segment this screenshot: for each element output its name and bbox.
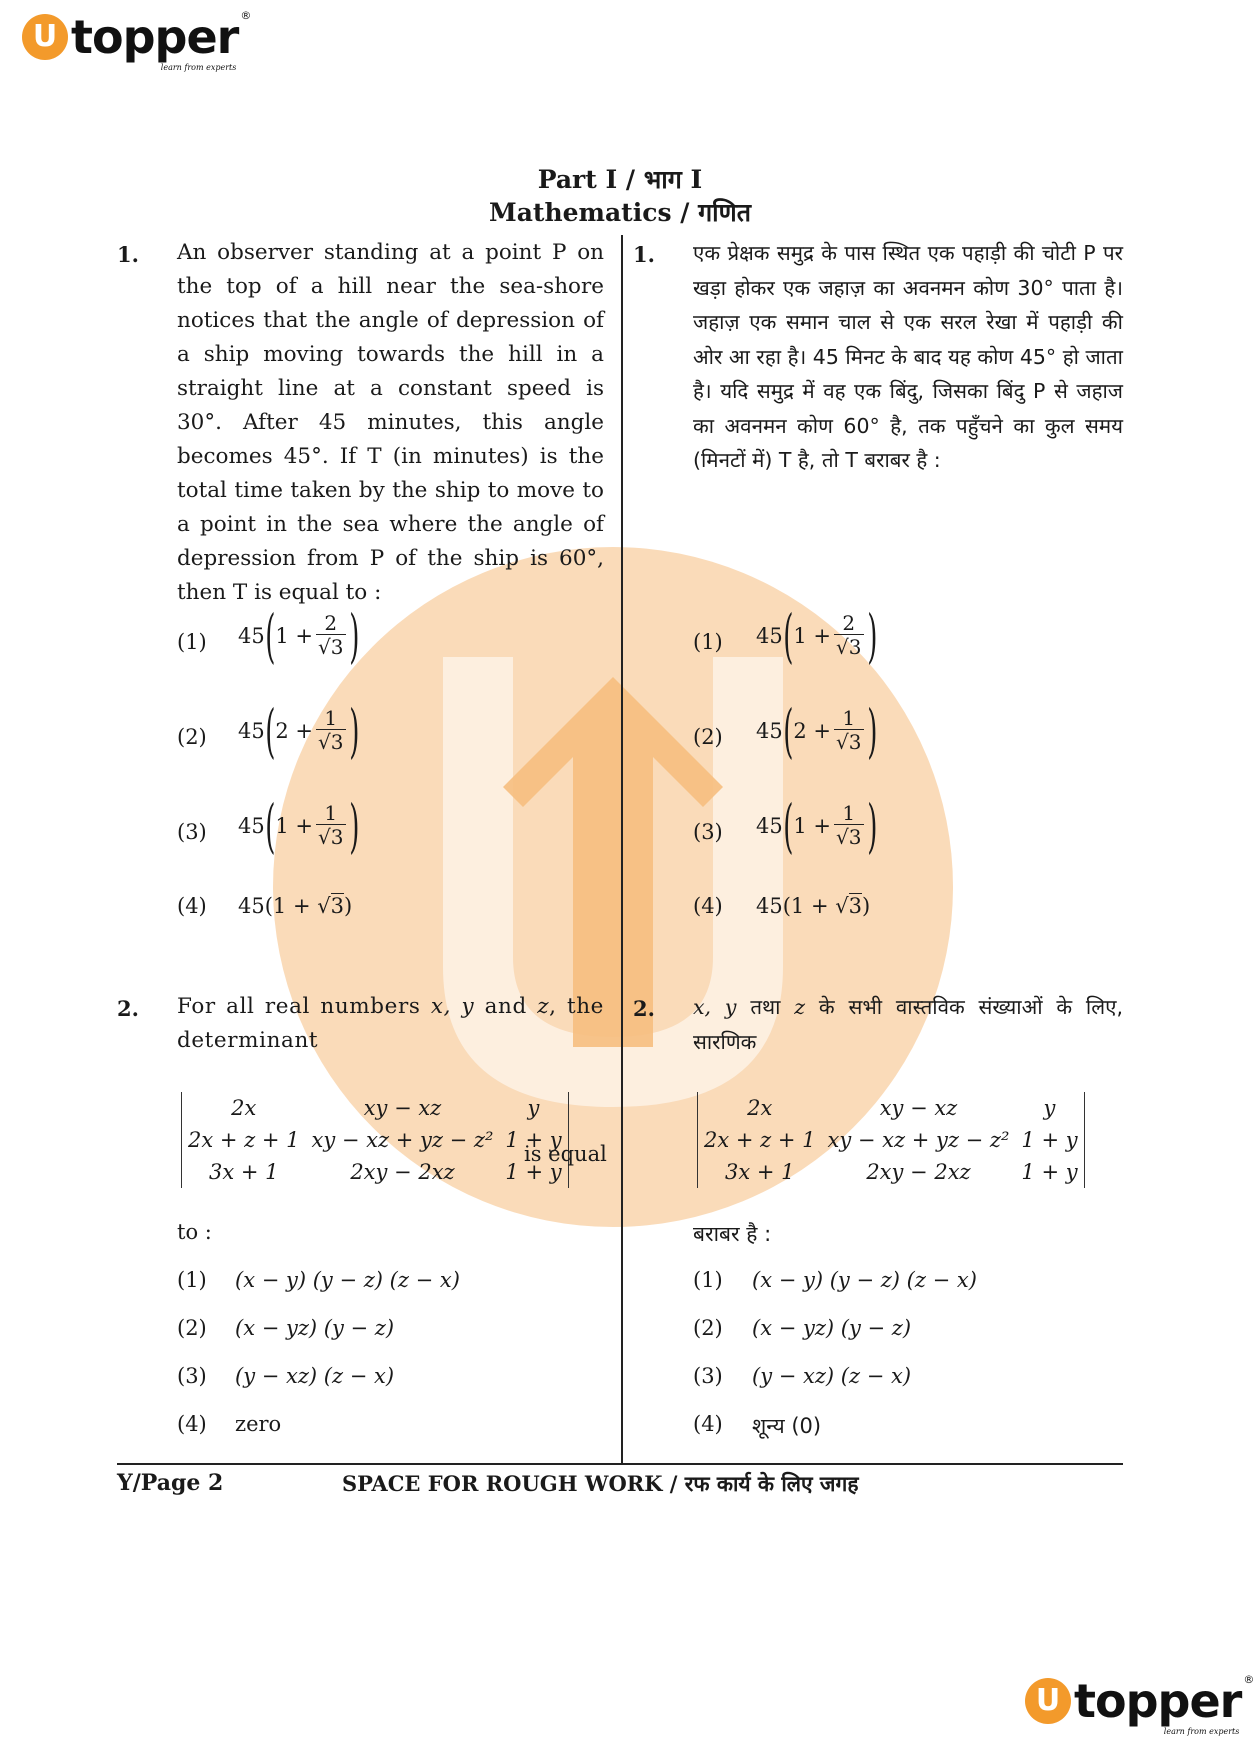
det-cell: xy − xz xyxy=(879,1096,958,1120)
q2-opt2-text-hi: (x − yz) (y − z) xyxy=(752,1316,912,1340)
q2-text-en: For all real numbers x, y and z, the determinant xyxy=(177,994,604,1053)
q1-opt4-label-hi: (4) xyxy=(693,894,723,918)
q1-opt1-expr-hi: 45 ( 1 + $\frac{2}{√3}$ ) xyxy=(756,602,877,670)
det-cell: xy − xz + yz − z² xyxy=(827,1128,1010,1152)
brand-logo-top xyxy=(22,9,251,72)
part-heading: Part I / भाग I xyxy=(537,165,703,194)
q1-number-hi: 1. xyxy=(633,242,655,267)
det-cell: 1 + y xyxy=(505,1128,562,1152)
det-cell: 2x + z + 1 xyxy=(704,1128,816,1152)
q1-text-en: An observer standing at a point P on the top of a hill near the sea-shore notices that the angle of depression of a ship moving towards the hill in a straight line at a constant speed is 30°. After 45 minutes, this angle becomes 45°. If T (in minutes) is the total time taken by the ship to move to a point in the sea where the angle of depression from P of the ship is 60°, then T is equal to : xyxy=(177,240,604,605)
q2-opt4-text-en: zero xyxy=(235,1412,282,1436)
q1-opt1-expr-en: 45 ( 1 + $\frac{2}{√3}$ ) xyxy=(238,602,359,670)
det-cell: xy − xz xyxy=(363,1096,442,1120)
rough-work-note: SPACE FOR ROUGH WORK / रफ कार्य के लिए जगह xyxy=(342,1471,859,1496)
q1-opt1-label-hi: (1) xyxy=(693,630,723,654)
page-number: Y/Page 2 xyxy=(117,1470,224,1496)
q2-opt4-label-en: (4) xyxy=(177,1412,207,1436)
q1-opt4-expr-en: 45(1 + √3) xyxy=(238,894,353,918)
q1-opt3-label-hi: (3) xyxy=(693,820,723,844)
q2-opt1-text-en: (x − y) (y − z) (z − x) xyxy=(235,1268,460,1292)
q1-opt3-expr-hi: 45 ( 1 + $\frac{1}{√3}$ ) xyxy=(756,792,877,860)
q1-opt2-label-en: (2) xyxy=(177,725,207,749)
q1-opt2-expr-hi: 45 ( 2 + $\frac{1}{√3}$ ) xyxy=(756,697,877,765)
q2-opt4-label-hi: (4) xyxy=(693,1412,723,1436)
q2-opt1-text-hi: (x − y) (y − z) (z − x) xyxy=(752,1268,977,1292)
q2-number-hi: 2. xyxy=(633,996,655,1021)
det-cell: 3x + 1 xyxy=(725,1160,795,1184)
logo-wordmark: topper xyxy=(1074,1674,1242,1728)
logo-tagline: learn from experts xyxy=(160,63,237,72)
q1-number-en: 1. xyxy=(117,242,139,267)
det-cell: 2x xyxy=(231,1096,257,1120)
q1-opt3-expr-en: 45 ( 1 + $\frac{1}{√3}$ ) xyxy=(238,792,359,860)
det-cell: 2xy − 2xz xyxy=(350,1160,455,1184)
q1-opt1-label-en: (1) xyxy=(177,630,207,654)
logo-registered-mark: ® xyxy=(1243,1673,1253,1686)
q1-text-hi: एक प्रेक्षक समुद्र के पास स्थित एक पहाड़ी की चोटी P पर खड़ा होकर एक जहाज़ का अवनमन कोण 30° पाता है। जहाज़ एक समान चाल से एक सरल रेखा में पहाड़ी की ओर आ रहा है। 45 मिनट के बाद यह कोण 45° हो जाता है। यदि समुद्र में वह एक बिंदु, जिसका बिंदु P से जहाज का अवनमन कोण 60° है, तक पहुँचने का कुल समय (मिनटों में) T है, तो T बराबर है : xyxy=(693,241,1123,472)
q1-opt2-label-hi: (2) xyxy=(693,725,723,749)
det-cell: 1 + y xyxy=(505,1160,562,1184)
logo-u-icon: U xyxy=(1025,1678,1071,1724)
determinant-en xyxy=(181,1092,569,1188)
footer-rule xyxy=(117,1463,1123,1465)
det-cell: y xyxy=(1043,1096,1056,1120)
q2-to-hi: बराबर है : xyxy=(693,1222,772,1246)
logo-wordmark: topper xyxy=(71,10,239,64)
q1-opt4-expr-hi: 45(1 + √3) xyxy=(756,894,871,918)
q2-text-hi: x, y तथा z के सभी वास्तविक संख्याओं के लिए, सारणिक xyxy=(693,995,1123,1054)
q2-to-en: to : xyxy=(177,1220,212,1244)
q2-opt2-label-en: (2) xyxy=(177,1316,207,1340)
det-cell: 3x + 1 xyxy=(209,1160,279,1184)
q2-number-en: 2. xyxy=(117,996,139,1021)
determinant-hi xyxy=(697,1092,1085,1188)
det-cell: 1 + y xyxy=(1021,1160,1078,1184)
q2-opt4-text-hi: शून्य (0) xyxy=(752,1414,822,1438)
q2-opt1-label-hi: (1) xyxy=(693,1268,723,1292)
q2-opt3-label-en: (3) xyxy=(177,1364,207,1388)
det-cell: 2xy − 2xz xyxy=(866,1160,971,1184)
q2-opt2-label-hi: (2) xyxy=(693,1316,723,1340)
q1-opt4-label-en: (4) xyxy=(177,894,207,918)
brand-logo-bottom xyxy=(1025,1673,1253,1736)
q2-opt2-text-en: (x − yz) (y − z) xyxy=(235,1316,395,1340)
column-divider xyxy=(621,235,623,1465)
det-cell: 2x + z + 1 xyxy=(188,1128,300,1152)
q2-opt1-label-en: (1) xyxy=(177,1268,207,1292)
subject-heading: Mathematics / गणित xyxy=(489,198,751,227)
logo-registered-mark: ® xyxy=(240,9,251,22)
det-cell: y xyxy=(527,1096,540,1120)
q1-opt2-expr-en: 45 ( 2 + $\frac{1}{√3}$ ) xyxy=(238,697,359,765)
q2-is-equal-en: is equal xyxy=(524,1142,607,1166)
logo-u-icon: U xyxy=(22,14,68,60)
det-cell: 1 + y xyxy=(1021,1128,1078,1152)
det-cell: 2x xyxy=(747,1096,773,1120)
q1-opt3-label-en: (3) xyxy=(177,820,207,844)
q2-opt3-label-hi: (3) xyxy=(693,1364,723,1388)
logo-tagline: learn from experts xyxy=(1163,1727,1240,1736)
det-cell: xy − xz + yz − z² xyxy=(311,1128,494,1152)
q2-opt3-text-hi: (y − xz) (z − x) xyxy=(752,1364,912,1388)
q2-opt3-text-en: (y − xz) (z − x) xyxy=(235,1364,395,1388)
